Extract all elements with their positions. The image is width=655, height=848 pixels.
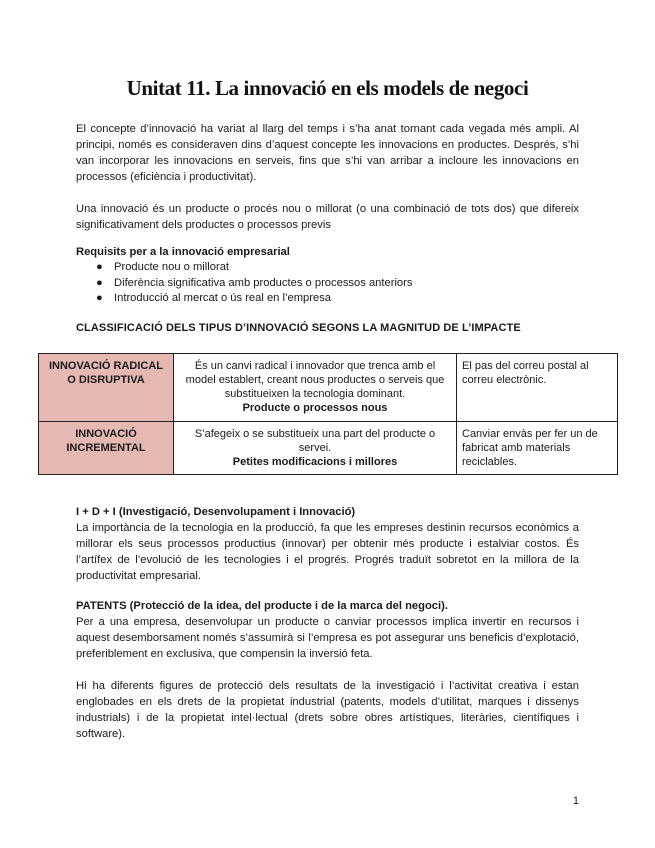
- patents-heading: PATENTS (Protecció de la idea, del producte i de la marca del negoci).: [76, 600, 448, 612]
- patents-paragraph-2: Hi ha diferents figures de protecció dels resultats de la investigació i l’activitat creativa i estan englobades en els drets de la propietat industrial (patents, models d’utilitat, marques i dissenys industrials) i de la propietat intel·lectual (drets sobre obres artístiques, literàries, científiques i software).: [76, 680, 579, 740]
- intro-paragraph-2: Una innovació és un producte o procés nou o millorat (o una combinació de tots dos) que difereix significativament dels productes o processos previs: [76, 203, 579, 231]
- intro-paragraph-1: El concepte d’innovació ha variat al llarg del temps i s’ha anat tornant cada vegada més ampli. Al principi, només es consideraven dins d’aquest concepte les innovacions en productes. Després, s’hi van incorporar les innovacions en serveis, fins que s’hi van arribar a incloure les innovacions en processos (eficiència i productivitat).: [76, 123, 579, 183]
- example-cell: Canviar envàs per fer un de fabricat amb materials reciclables.: [457, 422, 618, 475]
- description-text: S’afegeix o se substitueix una part del producte o servei.: [194, 428, 436, 454]
- list-item: [76, 291, 579, 307]
- list-item-text: Introducció al mercat o ús real en l’empresa: [114, 292, 332, 304]
- table-row: [39, 422, 618, 475]
- list-item: [76, 260, 579, 276]
- bullet-icon: ●: [96, 276, 103, 289]
- bullet-icon: ●: [96, 261, 103, 273]
- requirements-section: [76, 244, 579, 307]
- list-item-text: Diferència significativa amb productes o processos anteriors: [114, 276, 413, 289]
- requirements-list: [76, 260, 579, 307]
- list-item: [76, 276, 579, 292]
- description-bold: Producte o processos nous: [242, 402, 388, 414]
- example-cell: El pas del correu postal al correu electrònic.: [457, 354, 618, 422]
- page-number: 1: [572, 795, 579, 807]
- intro-section: [76, 121, 579, 233]
- patents-paragraph-1: Per a una empresa, desenvolupar un producte o canviar processos implica invertir en recursos i aquest desemborsament només s’assumirà si l’empresa es pot assegurar uns beneficis d’explotació, preferiblement en exclusiva, que compensin la inversió feta.: [76, 616, 579, 660]
- classification-heading: CLASSIFICACIÓ DELS TIPUS D’INNOVACIÓ SEGONS LA MAGNITUD DE L’IMPACTE: [76, 322, 521, 334]
- idi-heading: I + D + I (Investigació, Desenvolupament i Innovació): [76, 506, 356, 518]
- table-row: [39, 354, 618, 422]
- patents-section: [76, 598, 579, 742]
- page-title: Unitat 11. La innovació en els models de negoci: [126, 76, 529, 100]
- type-cell: INNOVACIÓ RADICAL O DISRUPTIVA: [39, 354, 174, 422]
- classification-table: [38, 353, 618, 475]
- idi-paragraph: La importància de la tecnologia en la producció, fa que les empreses destinin recursos econòmics a millorar els seus processos productius (innovar) per obtenir més producte i estalviar costos. És l’artífex de l’evolució de les tecnologies i el progrés. Progrés traduït sobretot en la millora de la productivitat empresarial.: [76, 522, 579, 582]
- description-text: És un canvi radical i innovador que trenca amb el model establert, creant nous productes o serveis que substitueixen la tecnologia dominant.: [185, 360, 445, 400]
- description-cell: [174, 422, 457, 475]
- description-cell: [174, 354, 457, 422]
- requirements-heading: Requisits per a la innovació empresarial: [76, 246, 290, 258]
- list-item-text: Producte nou o millorat: [114, 261, 230, 273]
- idi-section: [76, 504, 579, 584]
- bullet-icon: ●: [96, 292, 103, 304]
- description-bold: Petites modificacions i millores: [232, 456, 398, 468]
- type-cell: INNOVACIÓ INCREMENTAL: [39, 422, 174, 475]
